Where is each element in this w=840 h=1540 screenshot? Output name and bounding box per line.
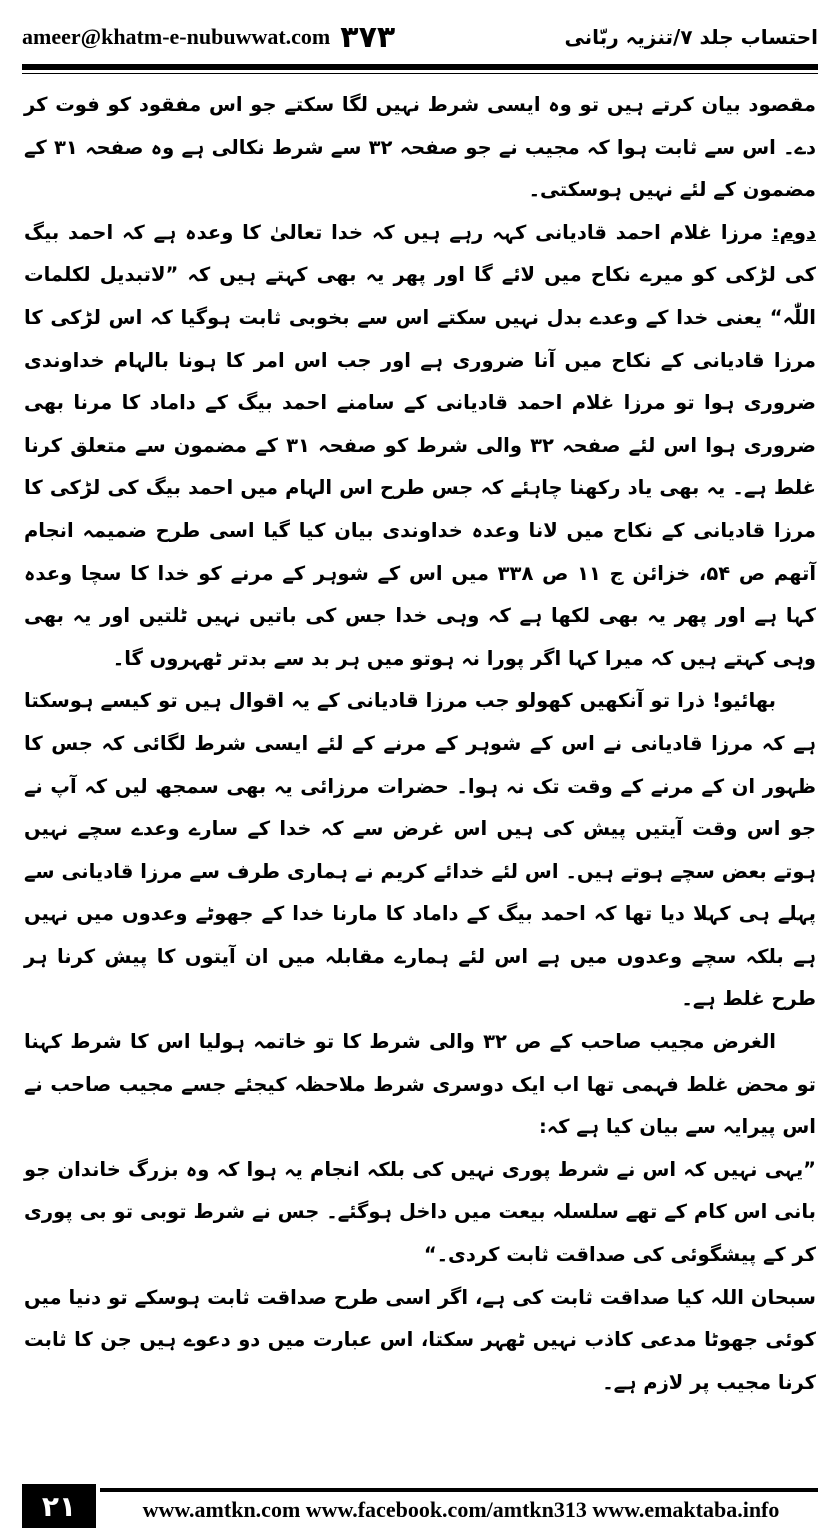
- footer-page-number: ۲۱: [22, 1484, 96, 1528]
- header-page-number: ۳۷۳: [340, 19, 396, 55]
- header-left: [22, 20, 395, 55]
- footer-rule: [100, 1488, 818, 1492]
- paragraph-6: سبحان اللہ کیا صداقت ثابت کی ہے، اگر اسی طرح صداقت ثابت ہوسکے تو دنیا میں کوئی جھوٹا مدعی کاذب نہیں ٹھہر سکتا، اس عبارت میں دو دعوے ہیں جن کا ثابت کرنا مجیب پر لازم ہے۔: [24, 1285, 816, 1394]
- header-rule-thin: [22, 73, 818, 74]
- paragraph-2-text: مرزا غلام احمد قادیانی کہہ رہے ہیں کہ خدا تعالیٰ کا وعدہ ہے کہ احمد بیگ کی لڑکی کو میرے نکاح میں لائے گا اور پھر یہ بھی کہتے ہیں کہ ”لاتبدیل لکلمات اللّٰہ“ یعنی خدا کے وعدے بدل نہیں سکتے اس سے بخوبی ثابت ہوگیا کہ اس لڑکی کا مرزا قادیانی کے نکاح میں آنا ضروری ہے اور جب اس امر کا ہونا بالہام خداوندی ضروری ہوا تو مرزا غلام احمد قادیانی کے سامنے احمد بیگ کے داماد کا مرنا بھی ضروری ہوا اس لئے صفحہ ۳۲ والی شرط کو صفحہ ۳۱ کے مضمون سے متعلق کرنا غلط ہے۔ یہ بھی یاد رکھنا چاہئے کہ جس طرح اس الہام میں احمد بیگ کی لڑکی کا مرزا قادیانی کے نکاح میں لانا وعدہ خداوندی بیان کیا گیا اسی طرح ضمیمہ انجام آتھم ص ۵۴، خزائن ج ۱۱ ص ۳۳۸ میں اس کے شوہر کے مرنے کو خدا کا سچا وعدہ کہا ہے اور پھر یہ بھی لکھا ہے کہ وہی خدا جس کی باتیں نہیں ٹلتیں اور یہ بھی وہی کہتے ہیں کہ میرا کہا اگر پورا نہ ہوتو میں ہر بد سے بدتر ٹھہروں گا۔: [24, 220, 817, 670]
- paragraph-3: بھائیو! ذرا تو آنکھیں کھولو جب مرزا قادیانی کے یہ اقوال ہیں تو کیسے ہوسکتا ہے کہ مرزا قادیانی نے اس کے شوہر کے مرنے کے لئے ایسی شرط لگائی کہ جس کا ظہور ان کے مرنے کے وقت تک نہ ہوا۔ حضرات مرزائی یہ بھی سمجھ لیں کہ آپ نے جو اس وقت آیتیں پیش کی ہیں اس غرض سے کہ خدا کے سارے وعدے سچے نہیں ہوتے بعض سچے ہوتے ہیں۔ اس لئے خدائے کریم نے ہماری طرف سے مرزا قادیانی سے پہلے ہی کہلا دیا تھا کہ احمد بیگ کے داماد کا مارنا خدا کے جھوٹے وعدوں میں نہیں ہے بلکہ سچے وعدوں میں ہے اس لئے ہمارے مقابلہ میں ان آیتوں کا پیش کرنا ہر طرح غلط ہے۔: [24, 689, 816, 1011]
- page-header: [22, 14, 818, 60]
- second-label: دوم:: [771, 220, 816, 244]
- header-rule-thick: [22, 64, 818, 70]
- paragraph-1: مقصود بیان کرتے ہیں تو وہ ایسی شرط نہیں لگا سکتے جو اس مفقود کو فوت کر دے۔ اس سے ثابت ہوا کہ مجیب نے جو صفحہ ۳۲ سے شرط نکالی ہے وہ صفحہ ۳۱ کے مضمون کے لئے نہیں ہوسکتی۔: [24, 93, 816, 202]
- page-body: [24, 84, 816, 1404]
- header-book-title: احتساب جلد ۷/تنزیہ ربّانی: [564, 25, 818, 49]
- paragraph-2: [24, 212, 816, 681]
- paragraph-4: الغرض مجیب صاحب کے ص ۳۲ والی شرط کا تو خاتمہ ہولیا اس کا شرط کہنا تو محض غلط فہمی تھا اب ایک دوسری شرط ملاحظہ کیجئے جسے مجیب صاحب نے اس پیرایہ سے بیان کیا ہے کہ:: [24, 1030, 816, 1139]
- paragraph-quote: ”یہی نہیں کہ اس نے شرط پوری نہیں کی بلکہ انجام یہ ہوا کہ وہ بزرگ خاندان جو بانی اس کام کے تھے سلسلہ بیعت میں داخل ہوگئے۔ جس نے شرط توبی تو بی پوری کر کے پیشگوئی کی صداقت ثابت کردی۔“: [24, 1157, 816, 1267]
- header-email: ameer@khatm-e-nubuwwat.com: [22, 24, 331, 49]
- footer-urls: www.amtkn.com www.facebook.com/amtkn313 www.emaktaba.info: [142, 1497, 780, 1522]
